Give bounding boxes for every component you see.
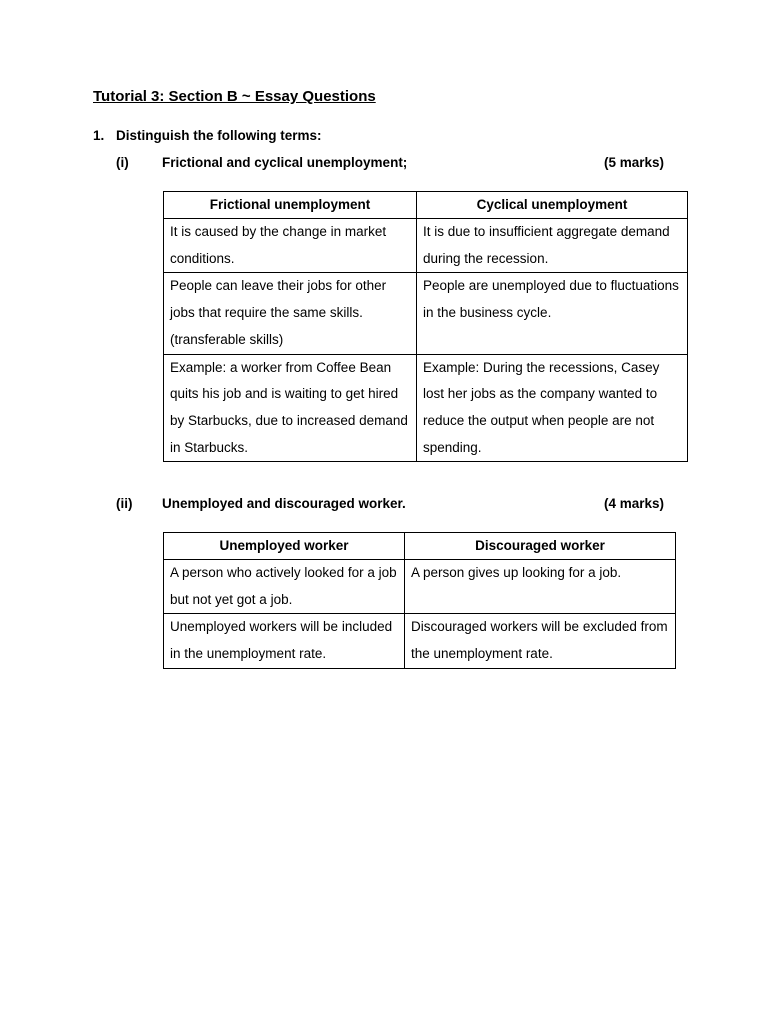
table-header-cell: Discouraged worker: [405, 533, 676, 560]
part-i-label: (i): [116, 155, 129, 170]
table-cell: People can leave their jobs for other jobs that require the same skills. (transferable skills): [164, 273, 417, 354]
table-header-cell: Cyclical unemployment: [417, 192, 688, 219]
table-row: [164, 614, 676, 668]
table-row: [164, 219, 688, 273]
table-header-row: [164, 192, 688, 219]
document-title: Tutorial 3: Section B ~ Essay Questions: [93, 88, 376, 105]
part-ii-heading: [116, 496, 664, 511]
table-header-row: [164, 533, 676, 560]
table-cell: Example: a worker from Coffee Bean quits his job and is waiting to get hired by Starbucks, due to increased demand in Starbucks.: [164, 354, 417, 462]
part-ii-marks: (4 marks): [603, 496, 664, 511]
table-row: [164, 560, 676, 614]
question-1: [93, 128, 322, 143]
table-cell: Unemployed workers will be included in the unemployment rate.: [164, 614, 405, 668]
question-number: 1.: [93, 128, 105, 143]
part-i-heading: [116, 155, 664, 170]
table-cell: A person gives up looking for a job.: [405, 560, 676, 614]
table-row: [164, 273, 688, 354]
comparison-table-unemployed-discouraged: [163, 532, 676, 669]
part-i-marks: (5 marks): [603, 155, 664, 170]
question-prompt: Distinguish the following terms:: [116, 128, 322, 143]
table-cell: Discouraged workers will be excluded from the unemployment rate.: [405, 614, 676, 668]
comparison-table-frictional-cyclical: [163, 191, 688, 462]
part-ii-prompt: Unemployed and discouraged worker.: [162, 496, 406, 511]
table-cell: People are unemployed due to fluctuations in the business cycle.: [417, 273, 688, 354]
table-row: [164, 354, 688, 462]
table-cell: It is caused by the change in market conditions.: [164, 219, 417, 273]
part-i-prompt: Frictional and cyclical unemployment;: [162, 155, 408, 170]
table-cell: A person who actively looked for a job but not yet got a job.: [164, 560, 405, 614]
table-header-cell: Frictional unemployment: [164, 192, 417, 219]
table-cell: Example: During the recessions, Casey lost her jobs as the company wanted to reduce the output when people are not spending.: [417, 354, 688, 462]
table-header-cell: Unemployed worker: [164, 533, 405, 560]
table-cell: It is due to insufficient aggregate demand during the recession.: [417, 219, 688, 273]
part-ii-label: (ii): [116, 496, 133, 511]
